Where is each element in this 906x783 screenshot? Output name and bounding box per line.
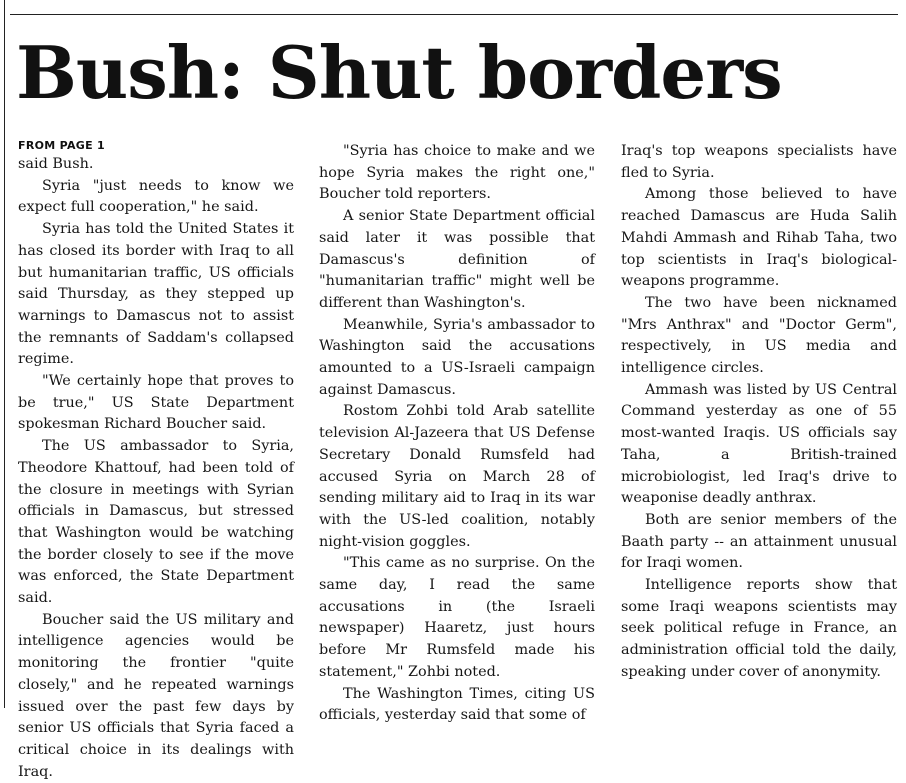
paragraph: Iraq's top weapons specialists have fled to Syria.: [621, 143, 897, 181]
paragraph: Intelligence reports show that some Iraqi weapons scientists may seek political refuge in France, an administration official told the daily, speaking under cover of anonymity.: [621, 577, 897, 680]
paragraph: "This came as no surprise. On the same day, I read the same accusations in (the Israeli newspaper) Haaretz, just hours before Mr Rumsfeld made his statement," Zohbi noted.: [319, 555, 595, 680]
paragraph: The Washington Times, citing US officials, yesterday said that some of: [319, 685, 595, 724]
left-column-rule: [4, 0, 5, 708]
paragraph: Syria has told the United States it has closed its border with Iraq to all but humanitarian traffic, US officials said Thursday, as they stepped up warnings to Damascus not to assist the remnants of Saddam's collapsed regime.: [18, 221, 294, 368]
paragraph: A senior State Department official said later it was possible that Damascus's definition of "humanitarian traffic" might well be different than Washington's.: [319, 208, 595, 311]
article-column-1: [18, 138, 294, 783]
paragraph: Both are senior members of the Baath party -- an attainment unusual for Iraqi women.: [621, 511, 897, 572]
paragraph: Ammash was listed by US Central Command yesterday as one of 55 most-wanted Iraqis. US officials say Taha, a British-trained microbiologist, led Iraq's drive to weaponise deadly anthrax.: [621, 381, 897, 507]
paragraph: said Bush.: [18, 156, 94, 172]
top-rule: [10, 14, 898, 15]
paragraph: Syria "just needs to know we expect full cooperation," he said.: [18, 177, 294, 216]
paragraph: The two have been nicknamed "Mrs Anthrax" and "Doctor Germ", respectively, in US media and intelligence circles.: [621, 294, 897, 377]
top-cut-off-text: [640, 0, 780, 4]
paragraph: "We certainly hope that proves to be true," US State Department spokesman Richard Boucher said.: [18, 373, 294, 433]
continuation-kicker: FROM PAGE 1: [18, 139, 106, 152]
paragraph: "Syria has choice to make and we hope Syria makes the right one," Boucher told reporters.: [319, 143, 595, 203]
paragraph: The US ambassador to Syria, Theodore Khattouf, had been told of the closure in meetings with Syrian officials in Damascus, but stressed that Washington would be watching the border closely to see if the move was enforced, the State Department said.: [18, 438, 294, 607]
paragraph: Rostom Zohbi told Arab satellite television Al-Jazeera that US Defense Secretary Donald Rumsfeld had accused Syria on March 28 of sending military aid to Iraq in its war with the US-led coalition, notably night-vision goggles.: [319, 403, 595, 550]
article-column-3: [621, 141, 897, 684]
paragraph: Boucher said the US military and intelligence agencies would be monitoring the frontier "quite closely," and he repeated warnings issued over the past few days by senior US officials that Syria faced a critical choice in its dealings with Iraq.: [18, 611, 294, 780]
paragraph: Among those believed to have reached Damascus are Huda Salih Mahdi Ammash and Rihab Taha, two top scientists in Iraq's biological-weapons programme.: [621, 186, 897, 290]
paragraph: Meanwhile, Syria's ambassador to Washington said the accusations amounted to a US-Israeli campaign against Damascus.: [319, 316, 595, 398]
article-column-2: [319, 141, 595, 727]
article-headline: Bush: Shut borders: [16, 30, 782, 115]
